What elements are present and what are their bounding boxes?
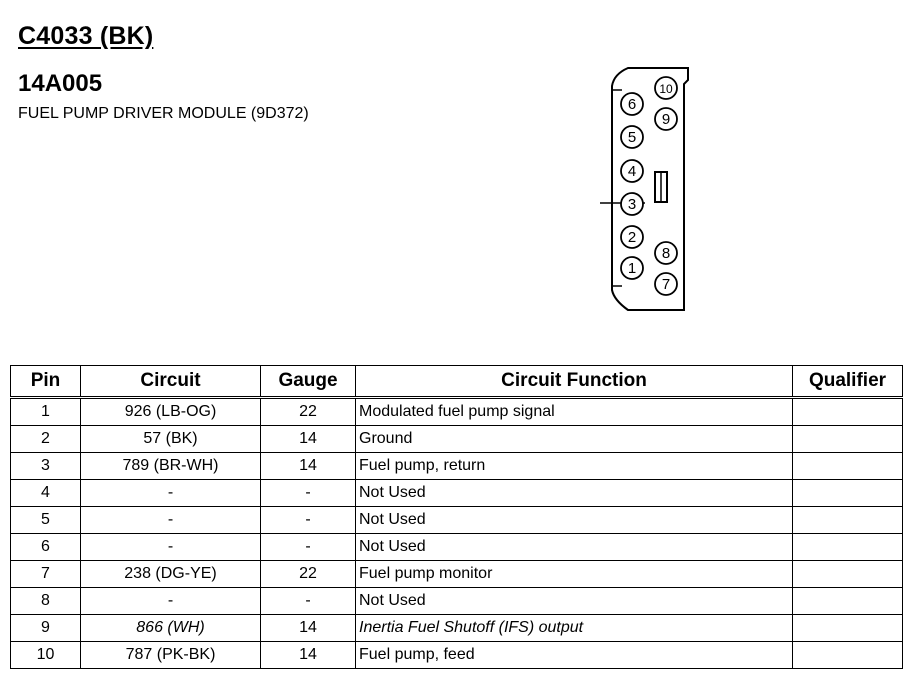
qualifier-cell — [793, 398, 903, 426]
header-circuit: Circuit — [81, 366, 261, 398]
module-description: FUEL PUMP DRIVER MODULE (9D372) — [18, 105, 309, 122]
pin-cell: 7 — [11, 561, 81, 588]
header-pin: Pin — [11, 366, 81, 398]
table-row — [11, 615, 903, 642]
header-qualifier: Qualifier — [793, 366, 903, 398]
table-row — [11, 588, 903, 615]
gauge-cell: 14 — [261, 615, 356, 642]
circuit-cell: 238 (DG-YE) — [81, 561, 261, 588]
qualifier-cell — [793, 642, 903, 669]
pin-cell: 9 — [11, 615, 81, 642]
pin-table — [10, 365, 903, 669]
gauge-cell: 14 — [261, 453, 356, 480]
gauge-cell: - — [261, 507, 356, 534]
gauge-cell: 14 — [261, 426, 356, 453]
circuit-cell: 787 (PK-BK) — [81, 642, 261, 669]
table-row — [11, 480, 903, 507]
connector-pin-label: 2 — [627, 229, 637, 246]
circuit-cell: 926 (LB-OG) — [81, 398, 261, 426]
connector-pin-label: 4 — [627, 163, 637, 180]
pin-cell: 6 — [11, 534, 81, 561]
circuit-function-cell: Inertia Fuel Shutoff (IFS) output — [356, 615, 793, 642]
circuit-function-cell: Modulated fuel pump signal — [356, 398, 793, 426]
circuit-cell: - — [81, 480, 261, 507]
table-row — [11, 398, 903, 426]
circuit-cell: - — [81, 507, 261, 534]
circuit-function-cell: Not Used — [356, 534, 793, 561]
circuit-cell: 57 (BK) — [81, 426, 261, 453]
pin-cell: 4 — [11, 480, 81, 507]
connector-pin-label: 5 — [627, 129, 637, 146]
qualifier-cell — [793, 561, 903, 588]
gauge-cell: 22 — [261, 398, 356, 426]
connector-pin-label: 3 — [627, 196, 637, 213]
header-gauge: Gauge — [261, 366, 356, 398]
connector-pin-label: 8 — [661, 245, 671, 262]
qualifier-cell — [793, 507, 903, 534]
circuit-cell: 789 (BR-WH) — [81, 453, 261, 480]
table-row — [11, 561, 903, 588]
circuit-cell: - — [81, 588, 261, 615]
qualifier-cell — [793, 480, 903, 507]
circuit-function-cell: Ground — [356, 426, 793, 453]
qualifier-cell — [793, 534, 903, 561]
qualifier-cell — [793, 426, 903, 453]
connector-id-title: C4033 (BK) — [18, 22, 154, 50]
circuit-cell: 866 (WH) — [81, 615, 261, 642]
connector-pin-label: 6 — [627, 96, 637, 113]
circuit-function-cell: Fuel pump, return — [356, 453, 793, 480]
circuit-cell: - — [81, 534, 261, 561]
circuit-function-cell: Fuel pump, feed — [356, 642, 793, 669]
circuit-function-cell: Not Used — [356, 588, 793, 615]
header-circuit-function: Circuit Function — [356, 366, 793, 398]
table-row — [11, 507, 903, 534]
pin-cell: 5 — [11, 507, 81, 534]
circuit-function-cell: Fuel pump monitor — [356, 561, 793, 588]
qualifier-cell — [793, 588, 903, 615]
connector-pin-label: 10 — [659, 82, 673, 96]
gauge-cell: 22 — [261, 561, 356, 588]
qualifier-cell — [793, 615, 903, 642]
table-row — [11, 426, 903, 453]
connector-pin-label: 1 — [627, 260, 637, 277]
connector-face-diagram — [600, 60, 700, 320]
circuit-function-cell: Not Used — [356, 480, 793, 507]
table-row — [11, 453, 903, 480]
pin-cell: 2 — [11, 426, 81, 453]
table-row — [11, 642, 903, 669]
gauge-cell: - — [261, 588, 356, 615]
table-header-row — [11, 366, 903, 398]
gauge-cell: - — [261, 534, 356, 561]
gauge-cell: 14 — [261, 642, 356, 669]
table-row — [11, 534, 903, 561]
pin-cell: 1 — [11, 398, 81, 426]
pin-cell: 10 — [11, 642, 81, 669]
circuit-function-cell: Not Used — [356, 507, 793, 534]
pin-cell: 8 — [11, 588, 81, 615]
gauge-cell: - — [261, 480, 356, 507]
connector-pin-label: 7 — [661, 276, 671, 293]
qualifier-cell — [793, 453, 903, 480]
connector-pin-label: 9 — [661, 111, 671, 128]
pin-cell: 3 — [11, 453, 81, 480]
part-number: 14A005 — [18, 70, 103, 97]
